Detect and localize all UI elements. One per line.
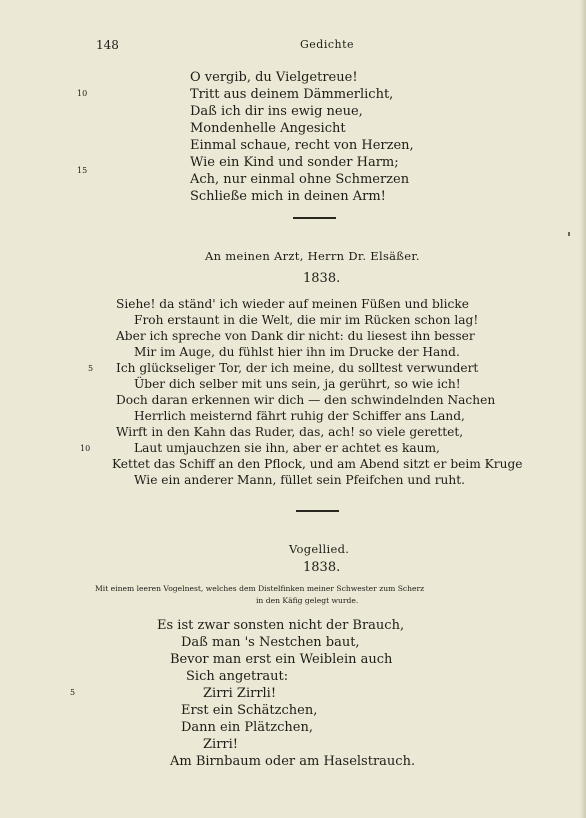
poem2-line: Kettet das Schiff an den Pflock, und am Abend sitzt er beim Kruge xyxy=(112,457,523,471)
poem2-line: Siehe! da ständ' ich wieder auf meinen Füßen und blicke xyxy=(116,297,469,311)
poem1-line: Mondenhelle Angesicht xyxy=(190,121,346,136)
poem3-line: Es ist zwar sonsten nicht der Brauch, xyxy=(157,618,405,633)
poem2-line: Doch daran erkennen wir dich — den schwindelnden Nachen xyxy=(116,393,496,407)
section-divider xyxy=(293,217,336,219)
poem2-line: Wie ein anderer Mann, füllet sein Pfeifchen und ruht. xyxy=(134,473,466,487)
poem3-line: Zirri! xyxy=(203,737,239,752)
poem2-line: Mir im Auge, du fühlst hier ihn im Drucke der Hand. xyxy=(134,345,460,359)
poem3-year: 1838. xyxy=(303,560,341,575)
poem2-line: Über dich selber mit uns sein, ja gerührt, so wie ich! xyxy=(134,377,461,391)
poem1-line: Tritt aus deinem Dämmerlicht, xyxy=(190,87,394,102)
poem3-line: Am Birnbaum oder am Haselstrauch. xyxy=(170,754,416,769)
line-number: 5 xyxy=(70,688,76,697)
poem2-line: Ich glückseliger Tor, der ich meine, du solltest verwundert xyxy=(116,361,479,375)
section-divider xyxy=(296,510,339,512)
poem1-line: Schließe mich in deinen Arm! xyxy=(190,189,386,204)
page-number: 148 xyxy=(96,38,119,52)
poem3-line: Zirri Zirrli! xyxy=(203,686,277,701)
poem1-line: Ach, nur einmal ohne Schmerzen xyxy=(190,172,410,187)
line-number: 10 xyxy=(80,444,91,453)
poem3-line: Dann ein Plätzchen, xyxy=(181,720,313,735)
poem1-line: Einmal schaue, recht von Herzen, xyxy=(190,138,414,153)
poem1-line: Daß ich dir ins ewig neue, xyxy=(190,104,363,119)
running-title: Gedichte xyxy=(300,38,355,51)
poem2-line: Aber ich spreche von Dank dir nicht: du liesest ihn besser xyxy=(116,329,475,343)
poem3-dedication: in den Käfig gelegt wurde. xyxy=(256,596,359,605)
poem3-line: Daß man 's Nestchen baut, xyxy=(181,635,360,650)
poem3-line: Sich angetraut: xyxy=(186,669,289,684)
poem2-line: Wirft in den Kahn das Ruder, das, ach! so viele gerettet, xyxy=(116,425,464,439)
poem2-year: 1838. xyxy=(303,271,341,286)
poem1-line: Wie ein Kind und sonder Harm; xyxy=(190,155,399,170)
line-number: 10 xyxy=(77,89,88,98)
poem3-dedication: Mit einem leeren Vogelnest, welches dem Distelfinken meiner Schwester zum Scherz xyxy=(95,584,425,593)
poem3-line: Bevor man erst ein Weiblein auch xyxy=(170,652,393,667)
line-number: 5 xyxy=(88,364,94,373)
poem3-line: Erst ein Schätzchen, xyxy=(181,703,318,718)
line-number: 15 xyxy=(77,166,88,175)
poem1-line: O vergib, du Vielgetreue! xyxy=(190,70,358,85)
poem2-line: Herrlich meisternd fährt ruhig der Schiffer ans Land, xyxy=(134,409,465,423)
page-edge-shadow xyxy=(580,0,586,818)
poem2-title: An meinen Arzt, Herrn Dr. Elsäßer. xyxy=(205,249,420,263)
margin-speck xyxy=(568,232,570,236)
poem3-title: Vogellied. xyxy=(289,542,350,556)
poem2-line: Froh erstaunt in die Welt, die mir im Rücken schon lag! xyxy=(134,313,479,327)
poem2-line: Laut umjauchzen sie ihn, aber er achtet es kaum, xyxy=(134,441,440,455)
